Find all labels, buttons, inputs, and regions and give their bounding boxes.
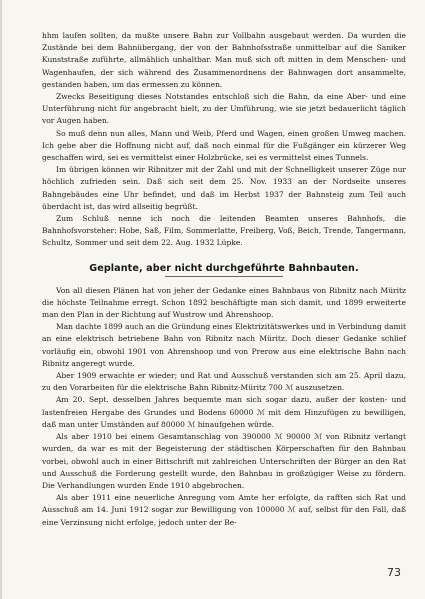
paragraph: Als aber 1910 bei einem Gesamtanschlag von 390000 ℳ 90000 ℳ von Ribnitz verlangt wurden, da war es mit der Begeisterung der städtischen Körperschaften für den Bahnbau vorbei, obwohl auch in einer Bittschrift mit zahlreichen Unterschriften der Bürger an den Rat und Ausschuß die Forderung gestellt wurde, den Bahnbau in großzügiger Weise zu fördern. Die Verhandlungen wurden Ende 1910 abgebrochen. — [42, 432, 406, 490]
page-number: 73 — [387, 566, 401, 579]
paragraph: Aber 1909 erwachte er wieder; und Rat und Ausschuß verstanden sich am 25. April dazu, zu den Vorarbeiten für die elektrische Bahn Ribnitz-Müritz 700 ℳ auszusetzen. — [42, 371, 406, 393]
paragraph: Am 20. Sept. desselben Jahres bequemte man sich sogar dazu, außer der kosten- und lastenfreien Hergabe des Grundes und Bodens 60000 ℳ mit dem Hinzufügen zu bewilligen, daß man unter Umständen auf 80000 ℳ hinaufgehen würde. — [42, 395, 406, 429]
paragraph: Zwecks Beseitigung dieses Notstandes entschloß sich die Bahn, da eine Aber- und eine Unterführung nicht für angebracht hielt, zu der Umführung, wie sie jetzt bedauerlicht täglich vor Augen haben. — [42, 92, 406, 126]
paragraph: Zum Schluß nenne ich noch die leitenden Beamten unseres Bahnhofs, die Bahnhofsvorsteher: Hobe, Saß, Film, Sommerlatte, Freiberg, Voß, Beich, Trende, Tangermann, Schultz, Sommer und seit dem 22. Aug. 1932 Lüpke. — [42, 214, 406, 248]
body-text — [42, 30, 406, 529]
paragraph: Von all diesen Plänen hat von jeher der Gedanke eines Bahnbaus von Ribnitz nach Müritz die höchste Teilnahme erregt. Schon 1892 beschäftigte man sich damit, und 1899 erweiterte man den Plan in der Richtung auf Wustrow und Ahrenshoop. — [42, 285, 406, 320]
section-heading: Geplante, aber nicht durchgeführte Bahnbauten. — [89, 262, 359, 274]
paragraph: Als aber 1911 eine neuerliche Anregung vom Amte her erfolgte, da rafften sich Rat und Ausschuß am 14. Juni 1912 sogar zur Bewilligung von 100000 ℳ auf, selbst für den Fall, daß eine Verzinsung nicht erfolge, jedoch unter der Be- — [42, 493, 406, 527]
paragraph: So muß denn nun alles, Mann und Weib, Pferd und Wagen, einen großen Umweg machen. Ich gebe aber die Hoffnung nicht auf, daß noch einmal für die Fußgänger ein kürzerer Weg geschaffen wird, sei es vermittelst einer Holzbrücke, sei es vermittelst eines Tunnels. — [42, 128, 406, 163]
paragraph: Man dachte 1899 auch an die Gründung eines Elektrizitätswerkes und in Verbindung damit an eine elektrisch betriebene Bahn von Ribnitz nach Müritz. Doch dieser Gedanke schlief vorläufig ein, obwohl 1901 von Ahrenshoop und von Prerow aus eine elektrische Bahn nach Ribnitz angeregt wurde. — [42, 322, 406, 368]
heading-underline — [165, 276, 283, 277]
paragraph: Im übrigen können wir Ribnitzer mit der Zahl und mit der Schnelligkeit unserer Züge nur höchlich zufrieden sein. Daß sich seit dem 25. Nov. 1933 an der Nordseite unseres Bahngebäudes eine Uhr befindet, und daß im Herbst 1937 der Bahnsteig zum Teil auch überdacht ist, das wird allseitig begrüßt. — [42, 165, 406, 211]
paragraph: hhm laufen sollten, da mußte unsere Bahn zur Vollbahn ausgebaut werden. Da wurden die Zustände bei dem Bahnübergang, der von der Bahnhofsstraße unmittelbar auf die Saniker Kunststraße zuführte, allmählich unhaltbar. Man muß sich oft mitten in dem Menschen- und Wagenhaufen, der sich während des Zusammenordnens der Bahnwagen dort ansammelte, gestanden haben, um das ermessen zu können. — [42, 31, 406, 89]
